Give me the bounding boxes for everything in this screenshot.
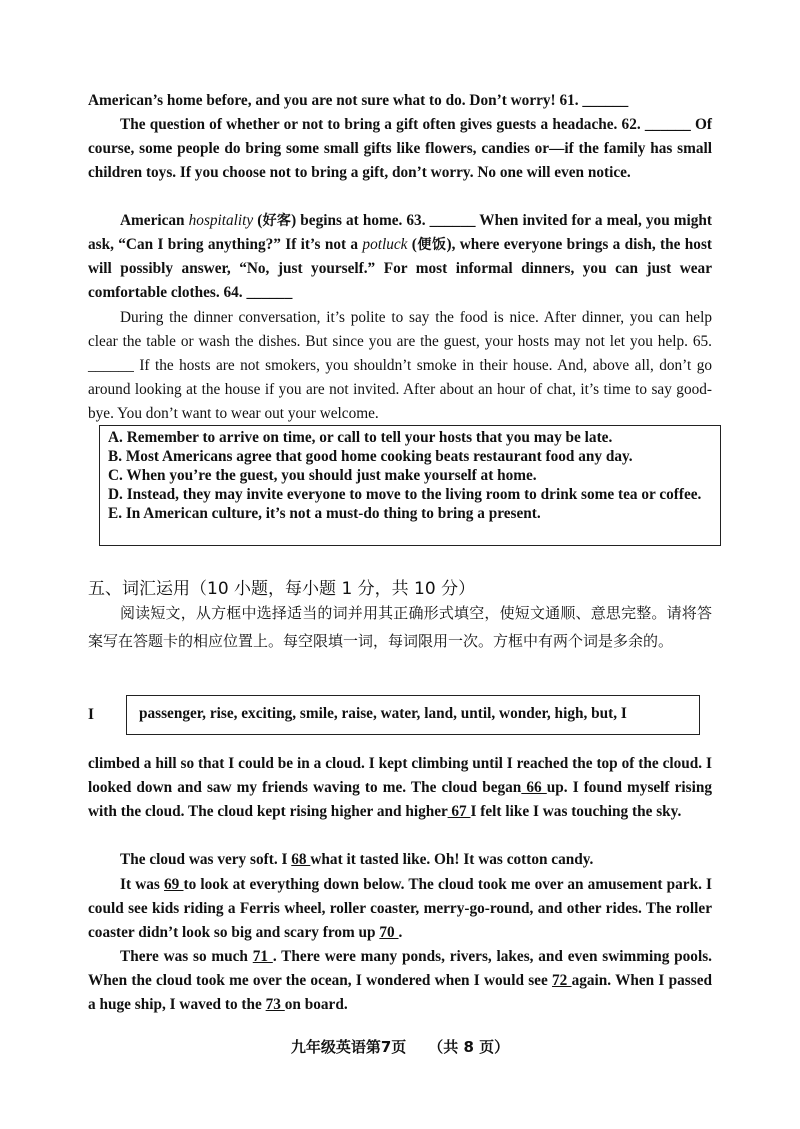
blank-68: 68 — [291, 851, 311, 868]
passage2-paragraph-4: There was so much 71 . There were many ponds, rivers, lakes, and even swimming pools. When the cloud took me over the ocean, I wondered when I would see 72 again. When I passed a huge ship, I waved to the 73 on board. — [88, 948, 713, 1013]
passage2-paragraph-3: It was 69 to look at everything down below. The cloud took me over an amusement park. I could see kids riding a Ferris wheel, roller coaster, merry-go-round, and other rides. The roller coaster didn’t look so big and scary from up 70 . — [88, 876, 713, 941]
footer-page-number: 九年级英语第7页 — [290, 1038, 407, 1056]
option-c: C. When you’re the guest, you should just make yourself at home. — [108, 467, 537, 484]
passage-first-word: I — [88, 706, 94, 723]
blank-71: 71 — [252, 948, 273, 965]
passage2-paragraph-2: The cloud was very soft. I 68 what it tasted like. Oh! It was cotton candy. — [120, 851, 594, 868]
gloss-potluck: 便饭 — [416, 237, 447, 253]
passage-paragraph-63-64: American hospitality (好客) begins at home. 63. ______ When invited for a meal, you might ask, “Can I bring anything?” If it’s not a potluck (便饭), where everyone brings a dish, the host will possibly answer, “No, just yourself.” For most informal dinners, you can just wear comfortable clothes. 64. ______ — [88, 212, 713, 301]
blank-73: 73 — [265, 996, 285, 1013]
blank-67: 67 — [447, 803, 471, 820]
blank-66: 66 — [521, 779, 547, 796]
italic-word-hospitality: hospitality — [188, 212, 254, 229]
section-title: 五、词汇运用（10 小题，每小题 1 分，共 10 分） — [88, 579, 476, 599]
blank-72: 72 — [552, 972, 572, 989]
passage-line-61: American’s home before, and you are not sure what to do. Don’t worry! 61. ______ — [88, 92, 629, 109]
option-b: B. Most Americans agree that good home cooking beats restaurant food any day. — [108, 448, 633, 465]
blank-70: 70 — [379, 924, 399, 941]
answer-options-box — [99, 425, 721, 546]
gloss-hospitality: 好客 — [262, 213, 292, 229]
passage-paragraph-62: The question of whether or not to bring a gift often gives guests a headache. 62. ______ Of course, some people do bring some small gifts like flowers, candies or—if the family has small children toys. If you choose not to bring a gift, don’t worry. No one will even notice. — [88, 116, 712, 181]
word-bank-box: passenger, rise, exciting, smile, raise, water, land, until, wonder, high, but, I — [126, 695, 700, 735]
option-a: A. Remember to arrive on time, or call to tell your hosts that you may be late. — [108, 429, 613, 446]
passage-paragraph-65: During the dinner conversation, it’s polite to say the food is nice. After dinner, you can help clear the table or wash the dishes. But since you are the guest, your hosts may not let you help. 65. ______ If the hosts are not smokers, you shouldn’t smoke in their house. And, above all, don’t go around looking at the house if you are not invited. After about an hour of chat, it’s time to say good-bye. You don’t want to wear out your welcome. — [88, 309, 712, 422]
option-e: E. In American culture, it’s not a must-do thing to bring a present. — [108, 505, 541, 522]
page-footer — [0, 1036, 800, 1057]
passage2-paragraph-1: climbed a hill so that I could be in a cloud. I kept climbing until I reached the top of the cloud. I looked down and saw my friends waving to me. The cloud began 66 up. I found myself rising with the cloud. The cloud kept rising higher and higher 67 I felt like I was touching the sky. — [88, 755, 712, 820]
section-instructions: 阅读短文，从方框中选择适当的词并用其正确形式填空，使短文通顺、意思完整。请将答案写在答题卡的相应位置上。每空限填一词，每词限用一次。方框中有两个词是多余的。 — [88, 604, 712, 650]
footer-total-pages: （共 8 页） — [428, 1038, 510, 1056]
blank-69: 69 — [164, 876, 184, 893]
italic-word-potluck: potluck — [362, 236, 408, 253]
option-d: D. Instead, they may invite everyone to move to the living room to drink some tea or coffee. — [108, 486, 702, 503]
